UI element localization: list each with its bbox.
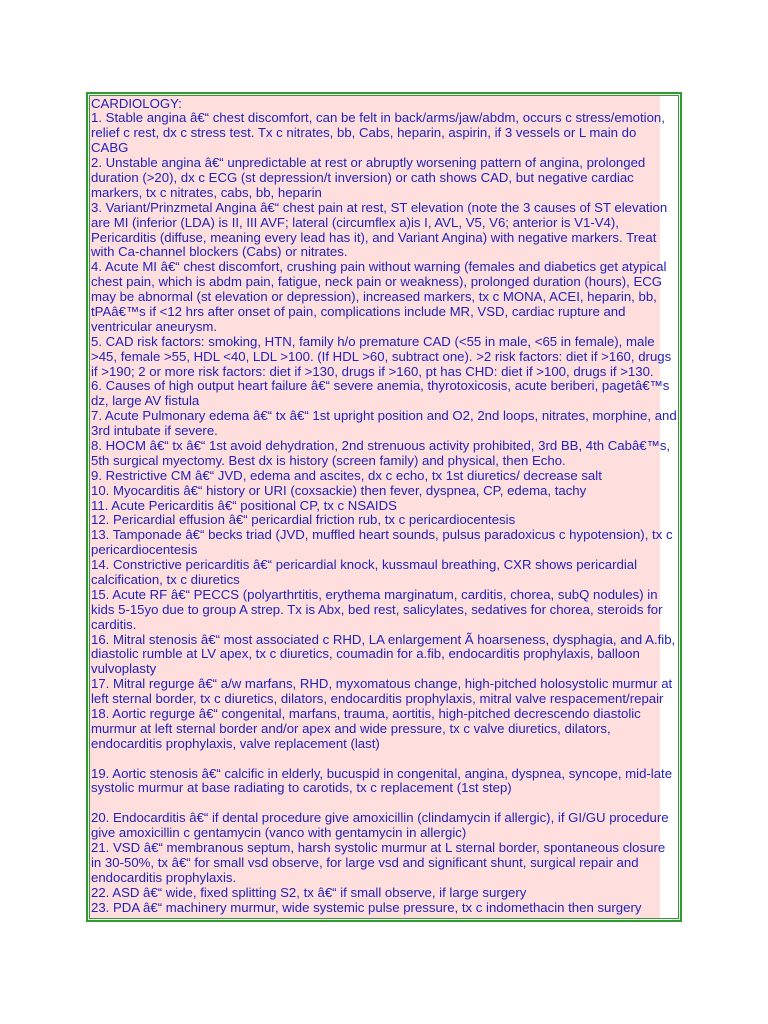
text-line: 14. Constrictive pericarditis â€“ pericardial knock, kussmaul breathing, CXR shows pericardial	[91, 557, 638, 573]
document-frame-inner	[89, 95, 679, 919]
text-line: 16. Mitral stenosis â€“ most associated c RHD, LA enlargement Ã hoarseness, dysphagia, and A.fib,	[91, 631, 676, 647]
text-line: endocarditis prophylaxis, valve replacement (last)	[91, 735, 380, 751]
text-line: 12. Pericardial effusion â€“ pericardial friction rub, tx c pericardiocentesis	[91, 512, 516, 528]
text-line: 20. Endocarditis â€“ if dental procedure give amoxicillin (clindamycin if allergic), if GI/GU procedure	[91, 810, 669, 826]
text-line: tPAâ€™s if <12 hrs after onset of pain, complications include MR, VSD, cardiac rupture and	[91, 303, 626, 319]
text-line: with Ca-channel blockers (Cabs) or nitrates.	[91, 244, 348, 260]
text-line: 7. Acute Pulmonary edema â€“ tx â€“ 1st upright position and O2, 2nd loops, nitrates, morphine, and	[91, 408, 677, 424]
text-line: diastolic rumble at LV apex, tx c diuretics, coumadin for a.fib, endocarditis prophylaxis, balloon	[91, 646, 640, 662]
text-line: vulvoplasty	[91, 661, 157, 677]
text-line: left sternal border, tx c diuretics, dilators, endocarditis prophylaxis, mitral valve respacement/repair	[91, 691, 664, 707]
text-line: 15. Acute RF â€“ PECCS (polyarthrtitis, erythema marginatum, carditis, chorea, subQ nodules) in	[91, 586, 658, 602]
text-line: 9. Restrictive CM â€“ JVD, edema and ascites, dx c echo, tx 1st diuretics/ decrease salt	[91, 467, 602, 483]
text-line: in 30-50%, tx â€“ for small vsd observe, for large vsd and significant shunt, surgical repair and	[91, 854, 639, 870]
text-line: 8. HOCM â€“ tx â€“ 1st avoid dehydration, 2nd strenuous activity prohibited, 3rd BB, 4th Cabâ€™s,	[91, 437, 671, 453]
text-line: 5. CAD risk factors: smoking, HTN, family h/o premature CAD (<55 in male, <65 in female), male	[91, 333, 655, 349]
text-line: 1. Stable angina â€“ chest discomfort, can be felt in back/arms/jaw/abdm, occurs c stress/emotion,	[91, 110, 665, 126]
blank-line	[91, 796, 660, 811]
text-line: CABG	[91, 140, 129, 156]
text-line: 11. Acute Pericarditis â€“ positional CP, tx c NSAIDS	[91, 497, 397, 513]
text-line: relief c rest, dx c stress test. Tx c nitrates, bb, Cabs, heparin, aspirin, if 3 vessels or L main do	[91, 125, 637, 141]
text-line: kids 5-15yo due to group A strep. Tx is Abx, bed rest, salicylates, sedatives for chorea, steroids for	[91, 601, 663, 617]
text-line: carditis.	[91, 616, 137, 632]
notes-text	[90, 95, 677, 915]
text-line: dz, large AV fistula	[91, 393, 200, 409]
document-body	[90, 95, 677, 918]
text-line: >45, female >55, HDL <40, LDL >100. (If HDL >60, subtract one). >2 risk factors: diet if >160, drugs	[91, 348, 672, 364]
text-line: 17. Mitral regurge â€“ a/w marfans, RHD, myxomatous change, high-pitched holosystolic murmur at	[91, 676, 673, 692]
text-line: markers, tx c nitrates, cabs, bb, heparin	[91, 184, 322, 200]
blank-line	[91, 752, 660, 767]
text-line: give amoxicillin c gentamycin (vanco with gentamycin in allergic)	[91, 825, 467, 841]
text-line: if >190; 2 or more risk factors: diet if >130, drugs if >160, pt has CHD: diet if >100, drugs if >130.	[91, 363, 654, 379]
text-line: are MI (inferior (LDA) is II, III AVF; lateral (circumflex a)is I, AVL, V5, V6; anterior is V1-V4),	[91, 214, 619, 230]
text-line: pericardiocentesis	[91, 542, 198, 558]
text-line: endocarditis prophylaxis.	[91, 869, 237, 885]
text-line: 13. Tamponade â€“ becks triad (JVD, muffled heart sounds, pulsus paradoxicus c hypotension), tx c	[91, 527, 673, 543]
text-line: calcification, tx c diuretics	[91, 572, 240, 587]
text-line: 2. Unstable angina â€“ unpredictable at rest or abruptly worsening pattern of angina, prolonged	[91, 155, 646, 171]
text-line: 10. Myocarditis â€“ history or URI (coxsackie) then fever, dyspnea, CP, edema, tachy	[91, 482, 587, 498]
text-line: systolic murmur at base radiating to carotids, tx c replacement (1st step)	[91, 780, 512, 796]
text-line: 21. VSD â€“ membranous septum, harsh systolic murmur at L sternal border, spontaneous closure	[91, 840, 666, 856]
text-line: 5th surgical myectomy. Best dx is history (screen family) and physical, then Echo.	[91, 452, 566, 468]
text-line: 18. Aortic regurge â€“ congenital, marfans, trauma, aortitis, high-pitched decrescendo diastolic	[91, 706, 641, 722]
text-line: 4. Acute MI â€“ chest discomfort, crushing pain without warning (females and diabetics get atypical	[91, 259, 667, 275]
text-line: Pericarditis (diffuse, meaning every lead has it), and Variant Angina) with negative markers. Treat	[91, 229, 657, 245]
text-line: 23. PDA â€“ machinery murmur, wide systemic pulse pressure, tx c indomethacin then surgery	[91, 899, 642, 915]
text-line: chest pain, which is abdm pain, fatigue, neck pain or weakness), prolonged duration (hours), ECG	[91, 274, 663, 290]
text-line: 3rd intubate if severe.	[91, 423, 218, 439]
text-line: may be abnormal (st elevation or depression), increased markers, tx c MONA, ACEI, heparin, bb,	[91, 289, 657, 305]
document-heading: CARDIOLOGY:	[91, 95, 182, 111]
document-frame	[86, 92, 682, 922]
text-line: murmur at left sternal border and/or apex and wide pressure, tx c valve diuretics, dilators,	[91, 720, 611, 736]
text-line: duration (>20), dx c ECG (st depression/t inversion) or cath shows CAD, but negative cardiac	[91, 169, 634, 185]
text-line: 22. ASD â€“ wide, fixed splitting S2, tx â€“ if small observe, if large surgery	[91, 884, 527, 900]
text-line: 6. Causes of high output heart failure â€“ severe anemia, thyrotoxicosis, acute beriberi, pagetâ€™s	[91, 378, 670, 394]
text-line: 19. Aortic stenosis â€“ calcific in elderly, bucuspid in congenital, angina, dyspnea, syncope, mid-late	[91, 765, 673, 781]
text-line: 3. Variant/Prinzmetal Angina â€“ chest pain at rest, ST elevation (note the 3 causes of ST elevation	[91, 199, 668, 215]
text-line: ventricular aneurysm.	[91, 318, 218, 334]
